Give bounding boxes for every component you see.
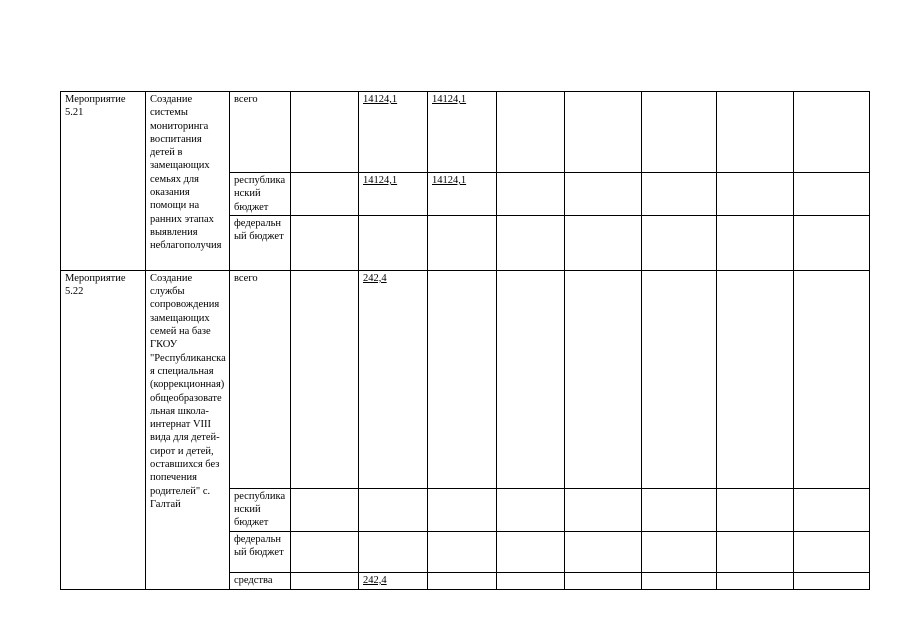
empty-cell	[717, 572, 794, 589]
value-cell	[428, 572, 497, 589]
empty-cell	[717, 270, 794, 488]
source-cell: всего	[230, 270, 291, 488]
budget-table	[60, 91, 870, 590]
value-cell: 14124,1	[359, 92, 428, 173]
empty-cell	[497, 531, 565, 572]
value-cell: 14124,1	[359, 173, 428, 216]
empty-cell	[794, 173, 870, 216]
empty-cell	[565, 572, 642, 589]
empty-cell	[291, 270, 359, 488]
empty-cell	[794, 270, 870, 488]
value-cell	[359, 215, 428, 270]
event-cell: Мероприятие 5.22	[61, 270, 146, 589]
empty-cell	[291, 572, 359, 589]
source-cell: республиканский бюджет	[230, 173, 291, 216]
empty-cell	[642, 270, 717, 488]
empty-cell	[565, 488, 642, 531]
empty-cell	[497, 488, 565, 531]
value-cell: 242,4	[359, 270, 428, 488]
empty-cell	[565, 215, 642, 270]
source-cell: федеральный бюджет	[230, 215, 291, 270]
empty-cell	[642, 531, 717, 572]
value-cell	[359, 531, 428, 572]
description-cell: Создание службы сопровождения замещающих семей на базе ГКОУ "Республиканская специальная (коррекционная) общеобразовательная школа-интернат VIII вида для детей-сирот и детей, оставшихся без попечения родителей" с. Галтай	[146, 270, 230, 589]
event-cell: Мероприятие 5.21	[61, 92, 146, 271]
empty-cell	[717, 488, 794, 531]
empty-cell	[794, 92, 870, 173]
empty-cell	[717, 173, 794, 216]
description-cell: Создание системы мониторинга воспитания детей в замещающих семьях для оказания помощи на ранних этапах выявления неблагополучия	[146, 92, 230, 271]
empty-cell	[794, 215, 870, 270]
value-cell	[428, 488, 497, 531]
empty-cell	[642, 572, 717, 589]
empty-cell	[291, 173, 359, 216]
source-cell: республиканский бюджет	[230, 488, 291, 531]
value-cell	[428, 531, 497, 572]
empty-cell	[565, 270, 642, 488]
empty-cell	[717, 215, 794, 270]
empty-cell	[794, 572, 870, 589]
value-cell	[359, 488, 428, 531]
empty-cell	[642, 92, 717, 173]
empty-cell	[291, 215, 359, 270]
value-cell	[428, 215, 497, 270]
empty-cell	[717, 531, 794, 572]
empty-cell	[497, 92, 565, 173]
empty-cell	[565, 531, 642, 572]
empty-cell	[291, 488, 359, 531]
empty-cell	[642, 173, 717, 216]
value-cell: 242,4	[359, 572, 428, 589]
empty-cell	[497, 173, 565, 216]
empty-cell	[291, 531, 359, 572]
empty-cell	[642, 488, 717, 531]
empty-cell	[565, 92, 642, 173]
value-cell: 14124,1	[428, 92, 497, 173]
source-cell: всего	[230, 92, 291, 173]
empty-cell	[642, 215, 717, 270]
empty-cell	[565, 173, 642, 216]
empty-cell	[497, 215, 565, 270]
table-row	[61, 92, 870, 173]
source-cell: средства	[230, 572, 291, 589]
value-cell: 14124,1	[428, 173, 497, 216]
empty-cell	[497, 572, 565, 589]
empty-cell	[497, 270, 565, 488]
source-cell: федеральный бюджет	[230, 531, 291, 572]
value-cell	[428, 270, 497, 488]
empty-cell	[794, 531, 870, 572]
empty-cell	[794, 488, 870, 531]
empty-cell	[717, 92, 794, 173]
empty-cell	[291, 92, 359, 173]
table-row	[61, 270, 870, 488]
